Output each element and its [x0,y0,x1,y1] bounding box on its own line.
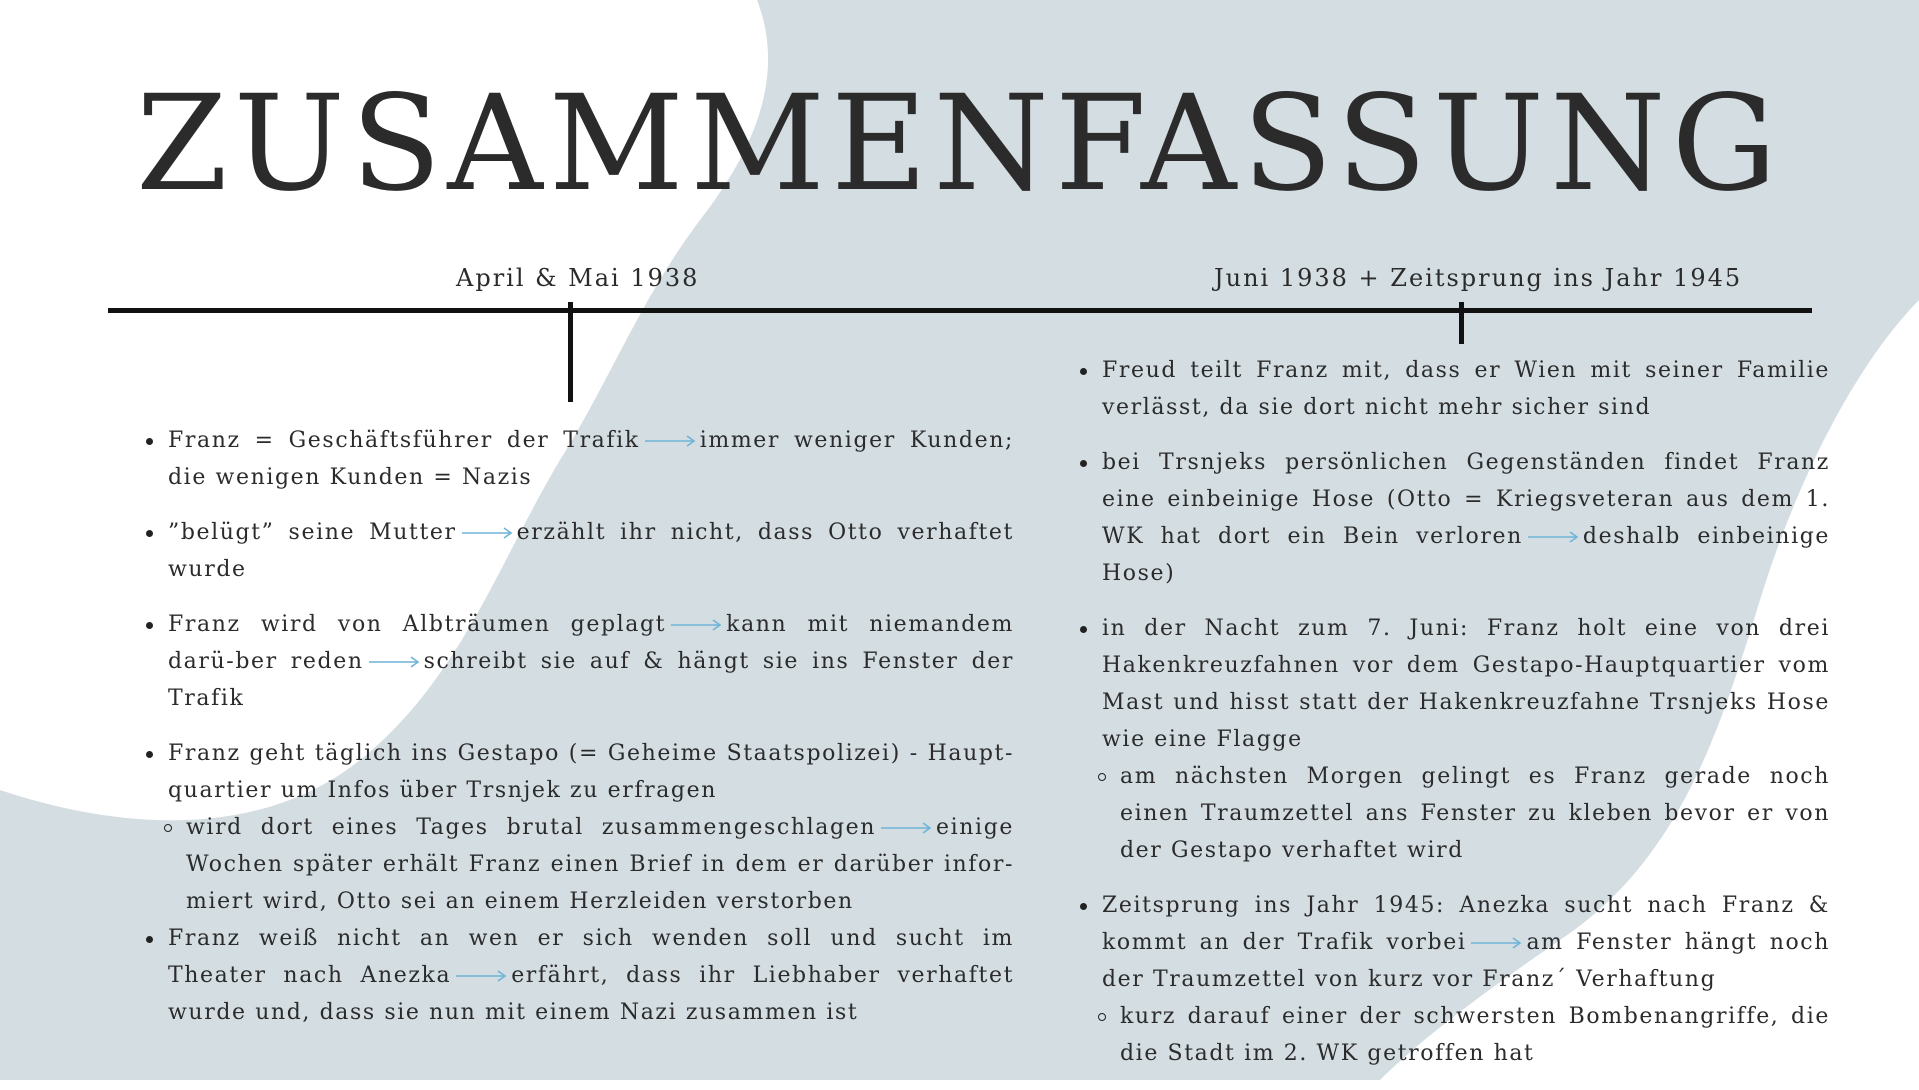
list-item: Franz = Geschäftsführer der Trafik immer weniger Kunden; die wenigen Kunden = Nazis [144,422,1014,496]
sub-list-item: wird dort eines Tages brutal zusammengeschlagen einige Wochen später erhält Franz einen Brief in dem er darüber infor-miert wird, Otto sei an einem Herzleiden verstorben [120,809,1014,920]
arrow-icon [461,526,513,540]
right-column [1078,352,1830,1090]
list-item: Freud teilt Franz mit, dass er Wien mit seiner Familie verlässt, da sie dort nicht mehr sicher sind [1078,352,1830,426]
sub-list-item: kurz darauf einer der schwersten Bombenangriffe, die die Stadt im 2. WK getroffen hat [1054,998,1830,1072]
arrow-icon [455,969,507,983]
timeline-marker-left [568,302,573,402]
timeline-label-right: Juni 1938 + Zeitsprung ins Jahr 1945 [1214,264,1743,292]
list-item: Franz geht täglich ins Gestapo (= Geheime Staatspolizei) - Haupt-quartier um Infos über Trsnjek zu erfragen [144,735,1014,809]
list-item: Franz wird von Albträumen geplagt kann mit niemandem darü-ber reden schreibt sie auf & hängt sie ins Fenster der Trafik [144,606,1014,717]
list-item: bei Trsnjeks persönlichen Gegenständen findet Franz eine einbeinige Hose (Otto = Kriegsveteran aus dem 1. WK hat dort ein Bein verloren deshalb einbeinige Hose) [1078,444,1830,592]
list-item: in der Nacht zum 7. Juni: Franz holt eine von drei Hakenkreuzfahnen vor dem Gestapo-Hauptquartier vom Mast und hisst statt der Hakenkreuzfahne Trsnjeks Hose wie eine Flagge [1078,610,1830,758]
arrow-icon [368,655,420,669]
arrow-icon [1470,936,1522,950]
timeline-marker-right [1459,302,1464,344]
arrow-icon [1527,530,1579,544]
left-column [144,422,1014,1049]
timeline-axis [108,308,1812,313]
list-item: Zeitsprung ins Jahr 1945: Anezka sucht nach Franz & kommt an der Trafik vorbei am Fenster hängt noch der Traumzettel von kurz vor Franz´ Verhaftung [1078,887,1830,998]
arrow-icon [670,618,722,632]
page-title: ZUSAMMENFASSUNG [135,67,1784,221]
list-item: ”belügt” seine Mutter erzählt ihr nicht, dass Otto verhaftet wurde [144,514,1014,588]
arrow-icon [644,434,696,448]
list-item: Franz weiß nicht an wen er sich wenden soll und sucht im Theater nach Anezka erfährt, dass ihr Liebhaber verhaftet wurde und, dass sie nun mit einem Nazi zusammen ist [144,920,1014,1031]
timeline-label-left: April & Mai 1938 [456,264,700,292]
arrow-icon [880,821,932,835]
sub-list-item: am nächsten Morgen gelingt es Franz gerade noch einen Traumzettel ans Fenster zu kleben bevor er von der Gestapo verhaftet wird [1054,758,1830,869]
